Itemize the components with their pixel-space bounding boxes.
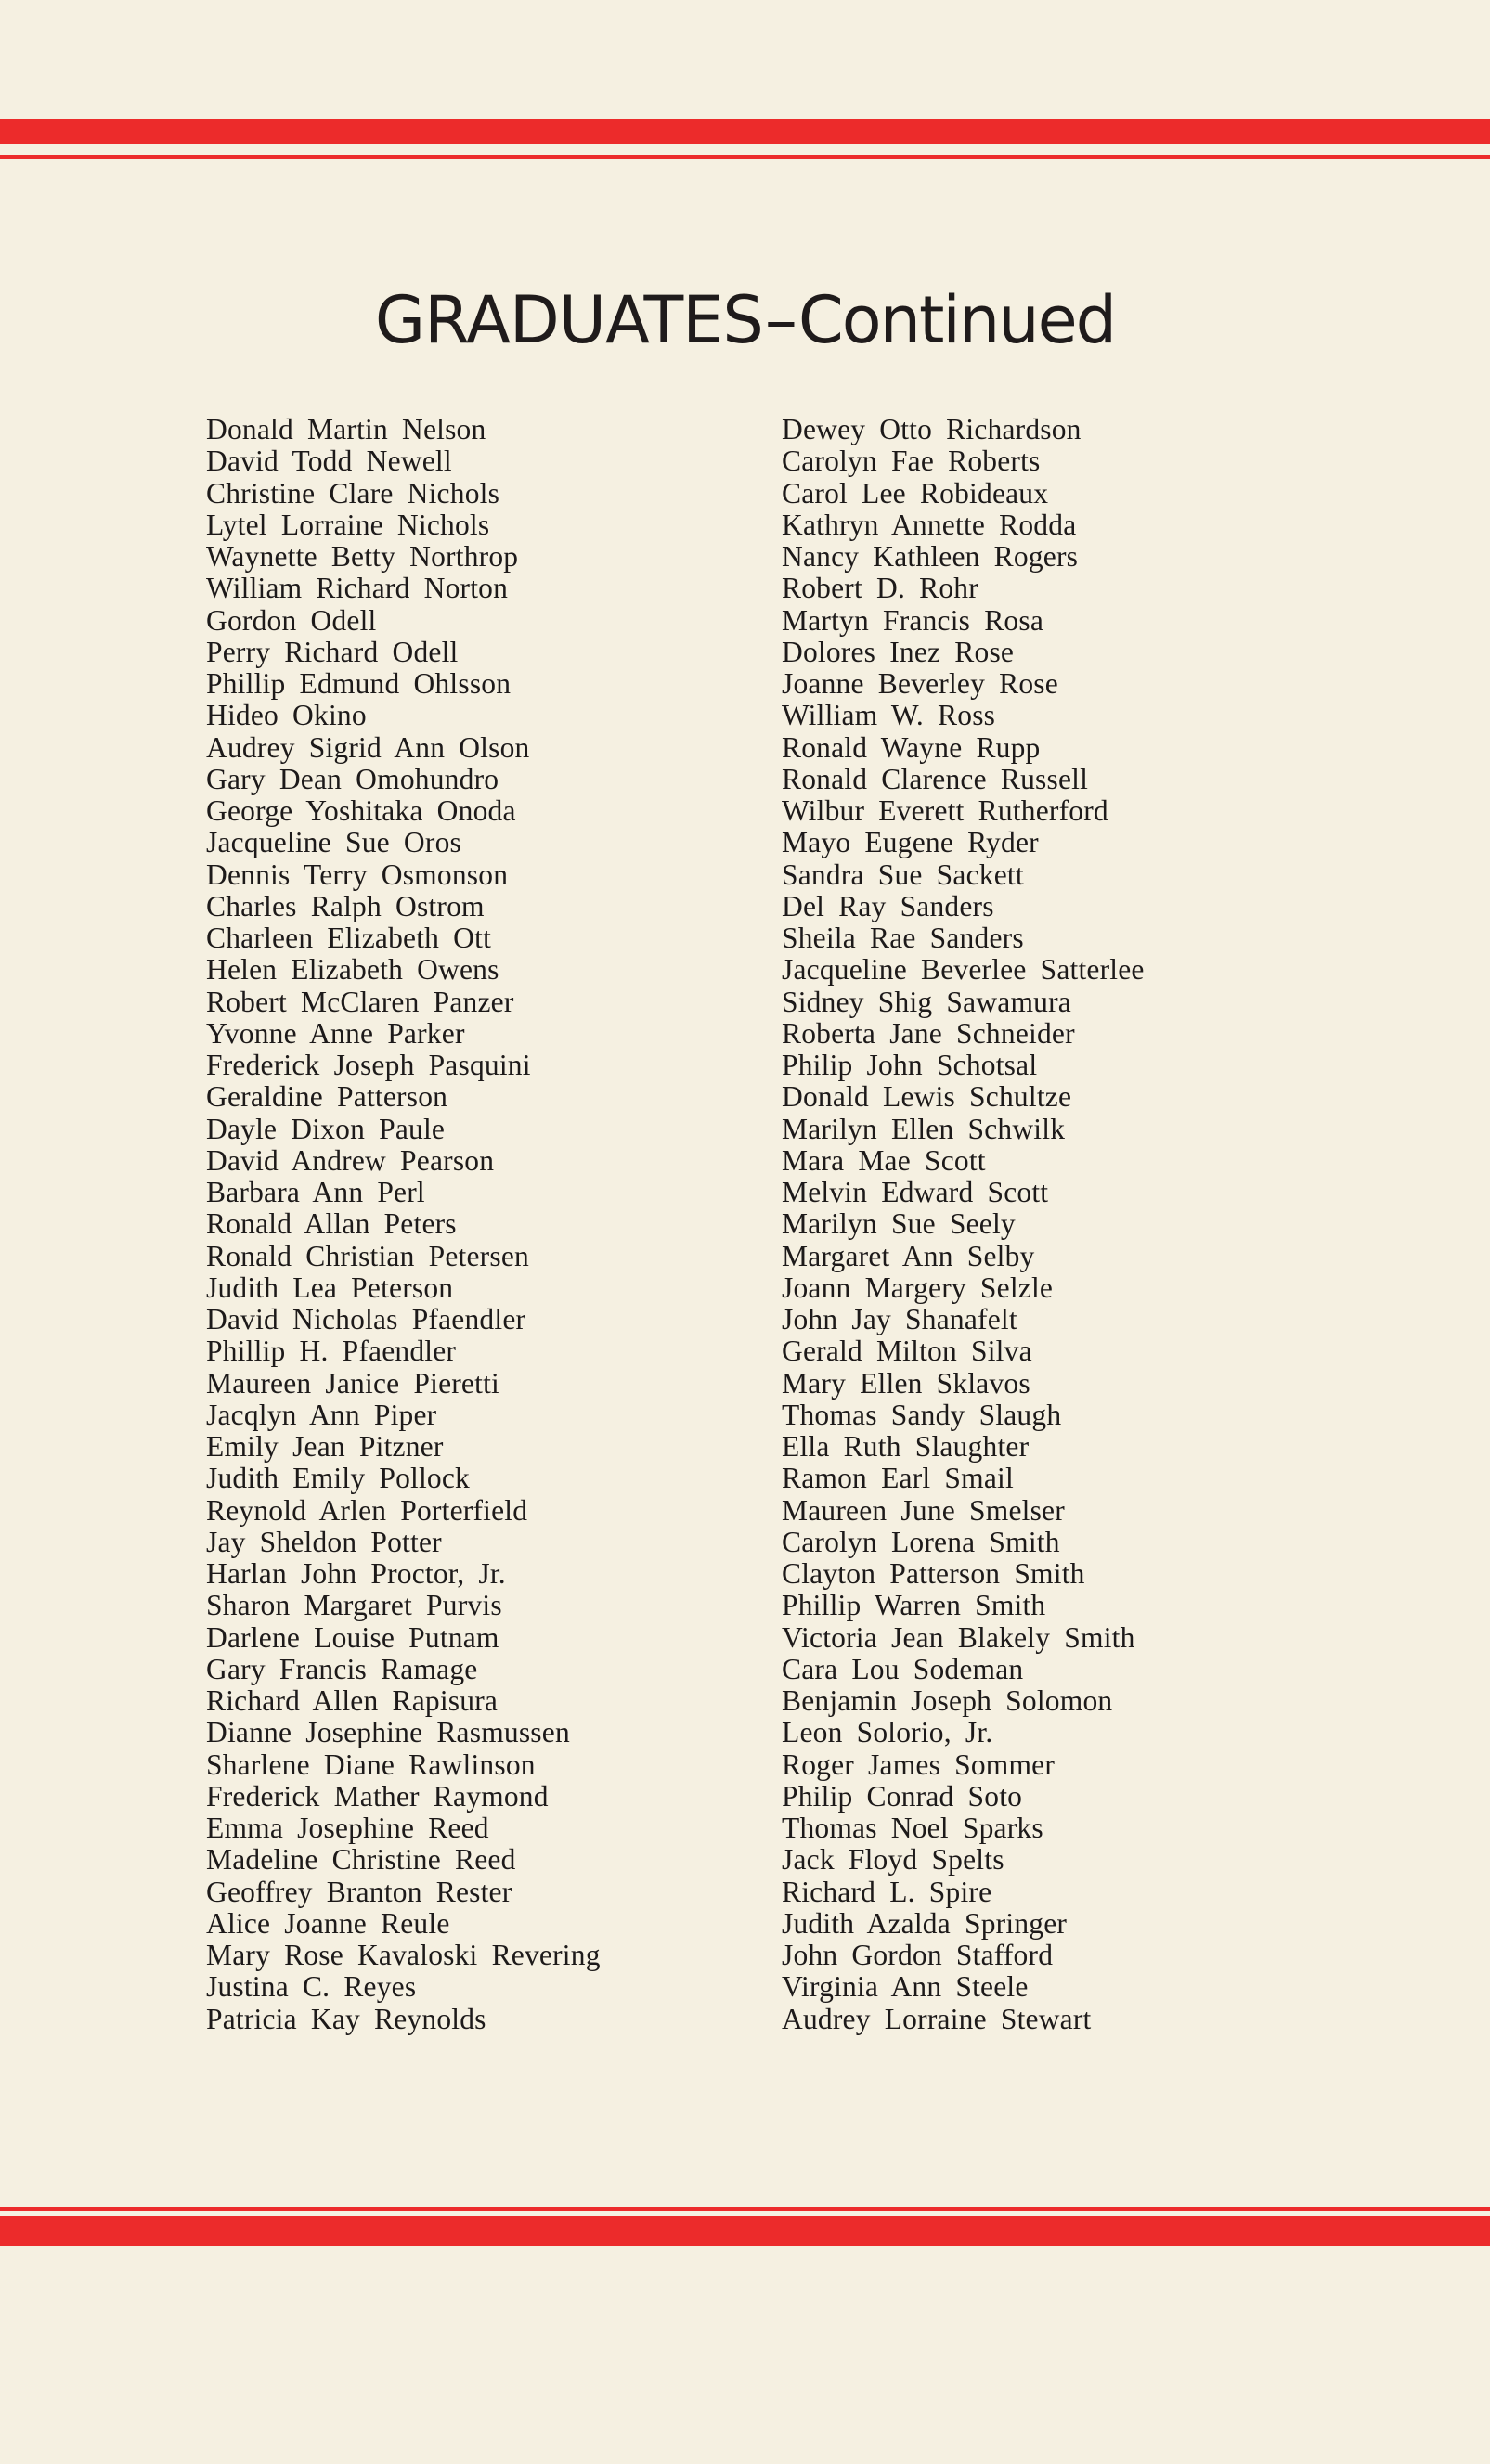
graduate-name: Lytel Lorraine Nichols <box>206 508 490 541</box>
graduate-name: Cara Lou Sodeman <box>782 1652 1024 1685</box>
graduate-name: Benjamin Joseph Solomon <box>782 1684 1113 1717</box>
graduate-name: Carolyn Lorena Smith <box>782 1525 1060 1558</box>
graduate-name: Virginia Ann Steele <box>782 1970 1029 2004</box>
graduate-name: Margaret Ann Selby <box>782 1239 1035 1272</box>
graduate-name: William Richard Norton <box>206 572 509 605</box>
title-dash: – <box>764 282 797 358</box>
graduate-name: Yvonne Anne Parker <box>206 1016 465 1050</box>
graduate-name: Ella Ruth Slaughter <box>782 1430 1030 1463</box>
graduate-name: Charles Ralph Ostrom <box>206 889 485 922</box>
graduate-name: Emily Jean Pitzner <box>206 1430 444 1463</box>
graduate-name: Nancy Kathleen Rogers <box>782 540 1079 573</box>
graduate-name: Jack Floyd Spelts <box>782 1843 1004 1877</box>
graduate-name: Leon Solorio, Jr. <box>782 1716 993 1749</box>
graduate-name: Dayle Dixon Paule <box>206 1112 446 1145</box>
graduate-name: Charleen Elizabeth Ott <box>206 922 492 954</box>
graduate-name: Geraldine Patterson <box>206 1080 448 1114</box>
graduate-name: Perry Richard Odell <box>206 635 459 668</box>
graduate-name: Joann Margery Selzle <box>782 1271 1054 1304</box>
graduate-name: Robert McClaren Panzer <box>206 985 514 1018</box>
bottom-thick-rule <box>0 2216 1490 2246</box>
graduate-name: David Nicholas Pfaendler <box>206 1303 526 1335</box>
graduate-name: Frederick Joseph Pasquini <box>206 1049 531 1081</box>
graduate-name: Wilbur Everett Rutherford <box>782 794 1108 827</box>
graduate-name: Roger James Sommer <box>782 1748 1056 1781</box>
graduate-name: Dewey Otto Richardson <box>782 413 1082 445</box>
graduate-name: Gordon Odell <box>206 603 377 637</box>
right-name-column <box>782 414 1339 2035</box>
graduate-name: Judith Azalda Springer <box>782 1906 1068 1940</box>
graduate-name: Patricia Kay Reynolds <box>206 2002 486 2035</box>
graduate-name: Emma Josephine Reed <box>206 1812 489 1844</box>
graduate-name: Robert D. Rohr <box>782 572 978 605</box>
graduate-name: Donald Lewis Schultze <box>782 1080 1072 1114</box>
graduate-name: Ronald Clarence Russell <box>782 762 1089 795</box>
graduate-name: Helen Elizabeth Owens <box>206 953 499 987</box>
graduate-name: Mayo Eugene Ryder <box>782 826 1039 859</box>
graduate-name: Roberta Jane Schneider <box>782 1016 1075 1050</box>
graduate-name: Gary Dean Omohundro <box>206 762 499 795</box>
graduate-name: Judith Emily Pollock <box>206 1462 471 1495</box>
graduate-name: Philip John Schotsal <box>782 1049 1038 1081</box>
title-sub: Continued <box>797 282 1116 358</box>
graduate-name: Philip Conrad Soto <box>782 1779 1023 1813</box>
graduate-name: Marilyn Sue Seely <box>782 1207 1016 1241</box>
bottom-thin-rule <box>0 2207 1490 2211</box>
graduate-name: Audrey Sigrid Ann Olson <box>206 730 530 764</box>
graduate-name: Jay Sheldon Potter <box>206 1525 442 1558</box>
graduate-name: Martyn Francis Rosa <box>782 603 1044 637</box>
graduate-name: Richard Allen Rapisura <box>206 1684 499 1717</box>
graduate-name: William W. Ross <box>782 699 996 732</box>
graduate-name: Del Ray Sanders <box>782 889 994 922</box>
graduate-name: Sandra Sue Sackett <box>782 858 1024 891</box>
graduate-name: Thomas Sandy Slaugh <box>782 1398 1062 1431</box>
graduate-name: Mara Mae Scott <box>782 1143 986 1177</box>
graduate-name: Jacqlyn Ann Piper <box>206 1398 437 1431</box>
graduate-name: Carol Lee Robideaux <box>782 476 1049 510</box>
graduate-name: Ronald Christian Petersen <box>206 1239 529 1272</box>
graduate-name: Maureen Janice Pieretti <box>206 1366 499 1400</box>
title-main: GRADUATES <box>374 282 763 358</box>
graduate-name: Frederick Mather Raymond <box>206 1779 549 1813</box>
graduate-name: Victoria Jean Blakely Smith <box>782 1620 1135 1654</box>
graduate-name: Mary Rose Kavaloski Revering <box>206 1939 601 1971</box>
graduate-name: Joanne Beverley Rose <box>782 667 1058 700</box>
graduate-name: Ronald Wayne Rupp <box>782 730 1041 764</box>
graduate-name: Hideo Okino <box>206 699 367 732</box>
graduate-name: Harlan John Proctor, Jr. <box>206 1557 506 1590</box>
graduate-name: Sidney Shig Sawamura <box>782 985 1071 1018</box>
graduate-name: Ramon Earl Smail <box>782 1462 1014 1495</box>
graduate-name: Phillip Warren Smith <box>782 1589 1046 1622</box>
graduate-name: Jacqueline Sue Oros <box>206 826 461 859</box>
graduate-name: John Jay Shanafelt <box>782 1303 1017 1335</box>
graduate-name: Gerald Milton Silva <box>782 1335 1032 1368</box>
top-border-rules <box>0 119 1490 161</box>
graduate-name: Clayton Patterson Smith <box>782 1557 1085 1590</box>
graduate-name: Thomas Noel Sparks <box>782 1812 1043 1844</box>
graduate-name: Justina C. Reyes <box>206 1970 417 2004</box>
graduate-name: Mary Ellen Sklavos <box>782 1366 1030 1400</box>
graduate-name: David Todd Newell <box>206 445 452 478</box>
graduate-name: Kathryn Annette Rodda <box>782 508 1077 541</box>
graduate-name: Maureen June Smelser <box>782 1493 1065 1527</box>
graduate-name: Alice Joanne Reule <box>206 1906 450 1940</box>
graduate-name: Audrey Lorraine Stewart <box>782 2002 1092 2035</box>
graduate-name: Waynette Betty Northrop <box>206 540 519 573</box>
graduate-name: Sharlene Diane Rawlinson <box>206 1748 536 1781</box>
graduate-name: Dianne Josephine Rasmussen <box>206 1716 570 1749</box>
top-thin-rule <box>0 155 1490 159</box>
graduate-name: Dolores Inez Rose <box>782 635 1015 668</box>
graduate-name: Geoffrey Branton Rester <box>206 1875 512 1908</box>
graduate-name: Donald Martin Nelson <box>206 413 486 445</box>
graduate-name: Sheila Rae Sanders <box>782 922 1024 954</box>
graduate-name: Darlene Louise Putnam <box>206 1620 499 1654</box>
graduate-name: Carolyn Fae Roberts <box>782 445 1041 478</box>
graduate-name: Jacqueline Beverlee Satterlee <box>782 953 1145 987</box>
graduate-name: Barbara Ann Perl <box>206 1176 425 1208</box>
graduate-name: Dennis Terry Osmonson <box>206 858 509 891</box>
graduate-name: David Andrew Pearson <box>206 1143 495 1177</box>
bottom-border-rules <box>0 2207 1490 2258</box>
graduate-name: Phillip Edmund Ohlsson <box>206 667 512 700</box>
graduate-name: George Yoshitaka Onoda <box>206 794 516 827</box>
graduate-name: John Gordon Stafford <box>782 1939 1054 1971</box>
graduate-name: Madeline Christine Reed <box>206 1843 516 1877</box>
graduate-name: Reynold Arlen Porterfield <box>206 1493 528 1527</box>
graduate-name: Sharon Margaret Purvis <box>206 1589 502 1622</box>
graduate-name: Phillip H. Pfaendler <box>206 1335 457 1368</box>
graduate-name: Judith Lea Peterson <box>206 1271 454 1304</box>
graduate-name: Gary Francis Ramage <box>206 1652 478 1685</box>
graduate-name: Marilyn Ellen Schwilk <box>782 1112 1066 1145</box>
graduate-name: Melvin Edward Scott <box>782 1176 1049 1208</box>
graduate-name: Ronald Allan Peters <box>206 1207 457 1241</box>
page-title <box>0 282 1490 358</box>
top-thick-rule <box>0 119 1490 144</box>
graduate-name: Christine Clare Nichols <box>206 476 500 510</box>
graduate-name: Richard L. Spire <box>782 1875 992 1908</box>
left-name-column <box>206 414 745 2035</box>
